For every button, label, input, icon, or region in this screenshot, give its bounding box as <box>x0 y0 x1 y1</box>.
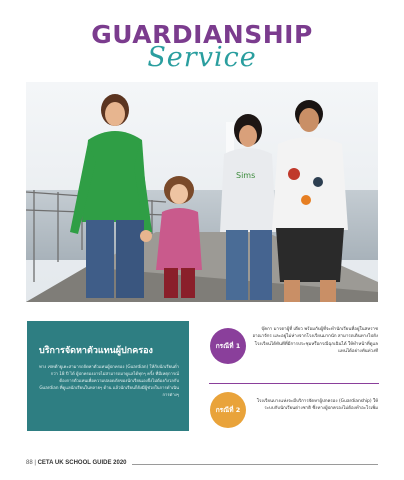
footer-separator: | <box>34 460 38 466</box>
family-photo <box>26 82 378 302</box>
publication-title: CETA UK SCHOOL GUIDE 2020 <box>37 460 127 466</box>
case-2-label: กรณีที่ 2 <box>215 406 241 414</box>
service-body-text: ทาง เซทต้ายูเคะสามารถจัดหาตัวแทนผู้ปกครอง (Guardian) ให้กับนักเรียนต่ำกว่า 18 ปี ได้ ผู้ปกครองอาจไม่สามารถมาดูแลได้ทุกๆ ครั้ง ที่มีเหตุการณ์ต้องการตัวแทนเพื่อความปลอดภัยของนักเรียนเองจึงไม่ต้องกังวลกับ Guardian ที่ดูแลนักเรียนในหลายๆ ด้าน แล้วนักเรียนก็ยังมีผู้ช่วยในการดำเนินการต่างๆ <box>39 364 179 397</box>
service-info-box <box>27 321 189 431</box>
case-2-text: โรงเรียนบางแห่งจะมีบริการจัดหาผู้ปกครอง (Guardianship) ให้ระบบกับนักเรียนต่างชาติ ซึ่งทางผู้ปกครองไม่ต้องทำอะไรเพิ่ม <box>256 399 378 412</box>
case-1-badge <box>210 328 246 364</box>
case-1-label: กรณีที่ 1 <box>215 342 241 350</box>
shirt-print: Sims <box>236 171 256 180</box>
page-subtitle: Service <box>147 42 257 73</box>
service-heading: บริการจัดหาตัวแทนผู้ปกครอง <box>39 346 153 356</box>
case-divider <box>209 383 379 384</box>
case-2-badge <box>210 392 246 428</box>
footer-rule <box>132 464 378 465</box>
page-title: GUARDIANSHIP <box>91 20 313 49</box>
page-footer <box>26 460 127 466</box>
page-number: 88 <box>26 460 33 466</box>
case-1-text: บุ๊คกา มารดาผู้ที่ เดียว พร้อมกับผู้ที่จะทำนักเรียนที่อยู่ในสหราชอาณาจักร และอยู่ไม่ห่างจากโรงเรียนมากนัก สามารถเดินทางไปยังโรงเรียนได้ทันทีที่มีการประชุมหรือกรณีฉุกเฉินได้ ให้ทำหน้าที่ดูแลแทนได้อย่างทันท่วงที <box>252 327 378 354</box>
